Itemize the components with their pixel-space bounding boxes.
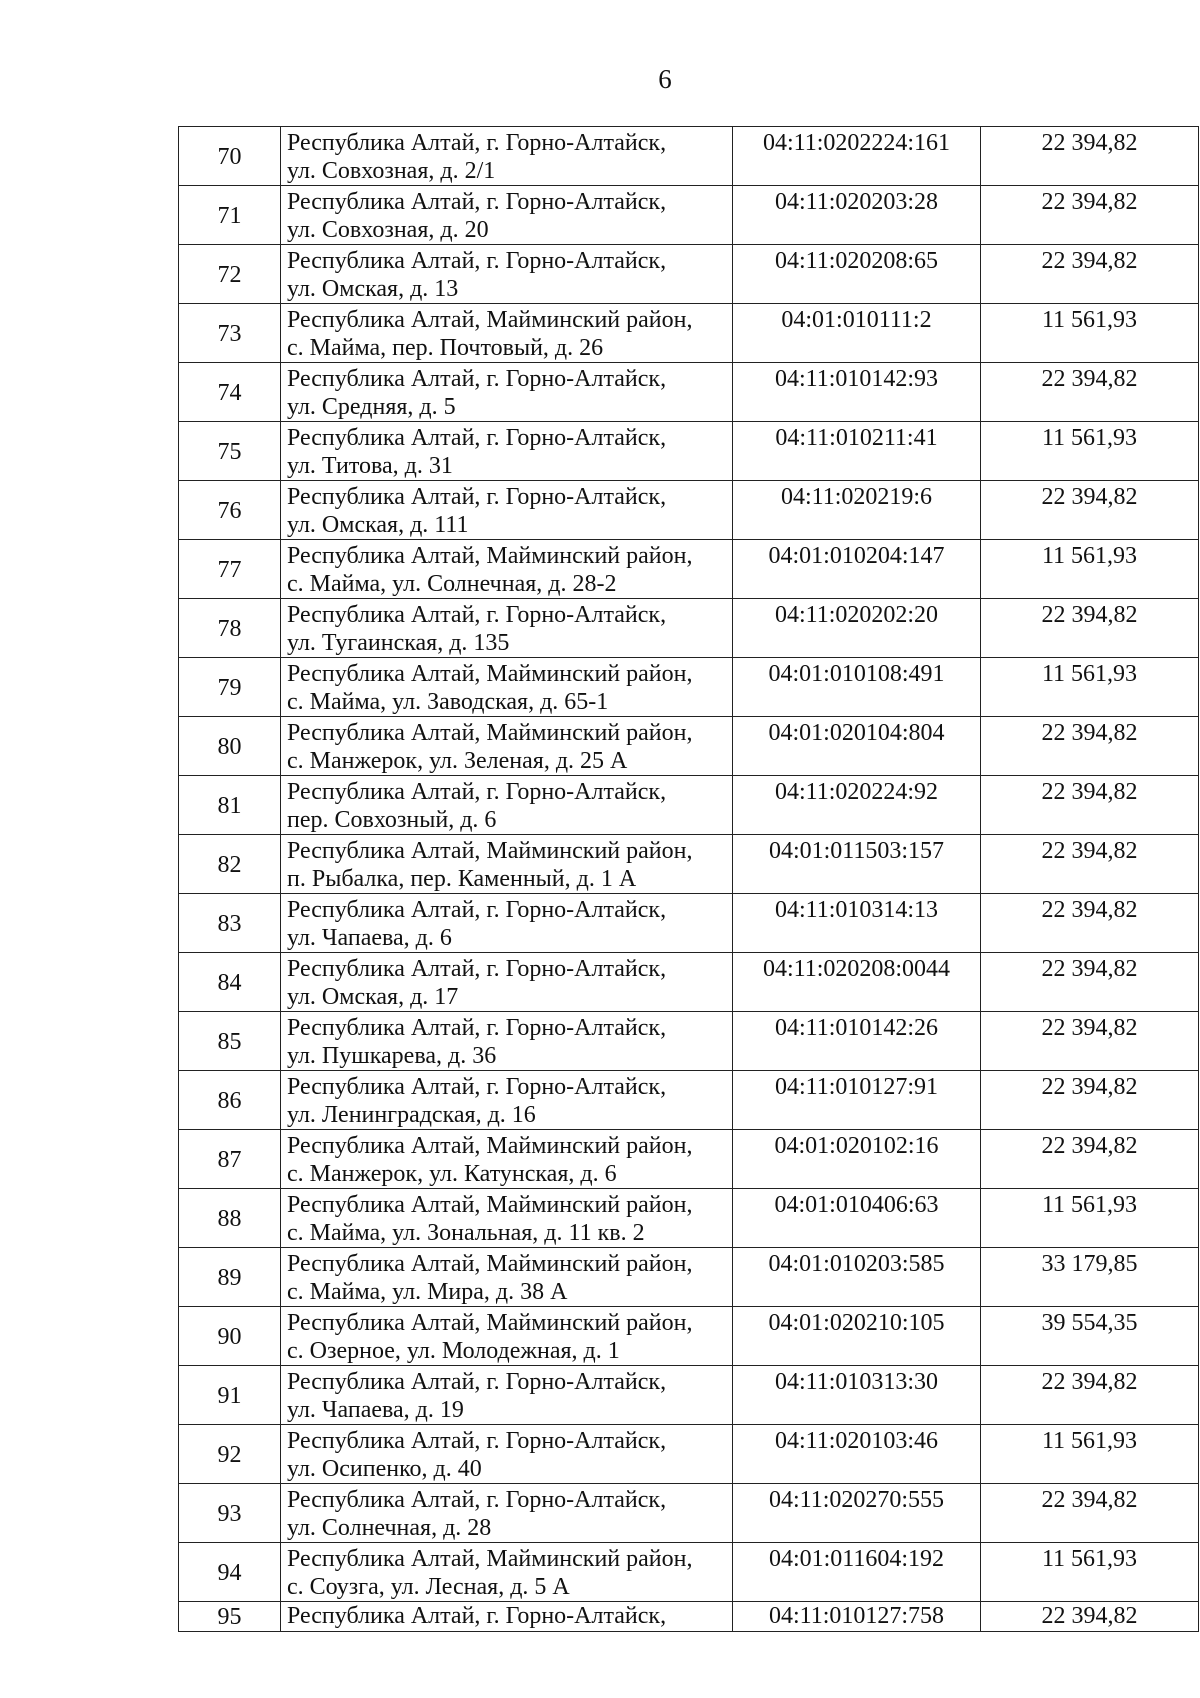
row-number-cell: 71 (179, 186, 281, 245)
address-line-1: Республика Алтай, Майминский район, (287, 1310, 693, 1336)
cadastral-number-cell: 04:11:020203:28 (733, 186, 981, 245)
table-row (179, 717, 1199, 776)
table-row (179, 1189, 1199, 1248)
address-cell (281, 835, 733, 894)
cost-cell: 22 394,82 (981, 1484, 1199, 1543)
address-line-2: ул. Омская, д. 111 (287, 512, 469, 538)
address-line-1: Республика Алтай, г. Горно-Алтайск, (287, 425, 667, 451)
address-line-1: Республика Алтай, г. Горно-Алтайск, (287, 484, 667, 510)
cadastral-number-cell: 04:11:0202224:161 (733, 127, 981, 186)
address-line-1: Республика Алтай, г. Горно-Алтайск, (287, 189, 667, 215)
cadastral-number-cell: 04:01:010203:585 (733, 1248, 981, 1307)
table-row (179, 1366, 1199, 1425)
row-number-cell: 86 (179, 1071, 281, 1130)
address-line-2: ул. Омская, д. 17 (287, 984, 459, 1010)
cadastral-number-cell: 04:11:020224:92 (733, 776, 981, 835)
cost-cell: 22 394,82 (981, 1071, 1199, 1130)
address-line-2: с. Майма, ул. Солнечная, д. 28-2 (287, 571, 617, 597)
cost-cell: 22 394,82 (981, 1130, 1199, 1189)
row-number-cell: 79 (179, 658, 281, 717)
row-number-cell: 80 (179, 717, 281, 776)
cadastral-number-cell: 04:11:010314:13 (733, 894, 981, 953)
registry-table-body (179, 127, 1199, 1632)
cost-cell: 22 394,82 (981, 776, 1199, 835)
row-number-cell: 84 (179, 953, 281, 1012)
address-cell (281, 245, 733, 304)
address-line-1: Республика Алтай, Майминский район, (287, 1546, 693, 1572)
cadastral-number-cell: 04:01:020102:16 (733, 1130, 981, 1189)
table-row (179, 540, 1199, 599)
table-row (179, 658, 1199, 717)
table-row (179, 1071, 1199, 1130)
address-cell (281, 1602, 733, 1632)
cadastral-number-cell: 04:11:020103:46 (733, 1425, 981, 1484)
address-cell (281, 717, 733, 776)
cadastral-number-cell: 04:11:020270:555 (733, 1484, 981, 1543)
address-line-2: ул. Омская, д. 13 (287, 276, 459, 302)
row-number-cell: 78 (179, 599, 281, 658)
address-line-2: ул. Средняя, д. 5 (287, 394, 456, 420)
cost-cell: 22 394,82 (981, 245, 1199, 304)
address-cell (281, 363, 733, 422)
address-line-1: Республика Алтай, г. Горно-Алтайск, (287, 248, 667, 274)
address-line-2: с. Майма, ул. Мира, д. 38 А (287, 1279, 568, 1305)
table-row (179, 245, 1199, 304)
address-cell (281, 1543, 733, 1602)
address-cell (281, 1484, 733, 1543)
cost-cell: 11 561,93 (981, 422, 1199, 481)
row-number-cell: 81 (179, 776, 281, 835)
table-row (179, 422, 1199, 481)
address-cell (281, 540, 733, 599)
address-line-2: ул. Совхозная, д. 2/1 (287, 158, 496, 184)
cost-cell: 22 394,82 (981, 481, 1199, 540)
row-number-cell: 95 (179, 1602, 281, 1632)
address-line-1: Республика Алтай, г. Горно-Алтайск, (287, 1603, 667, 1629)
table-row (179, 186, 1199, 245)
address-line-1: Республика Алтай, г. Горно-Алтайск, (287, 130, 667, 156)
row-number-cell: 77 (179, 540, 281, 599)
address-cell (281, 304, 733, 363)
registry-table (178, 126, 1199, 1632)
address-line-2: с. Соузга, ул. Лесная, д. 5 А (287, 1574, 570, 1600)
table-row (179, 1130, 1199, 1189)
address-line-2: ул. Тугаинская, д. 135 (287, 630, 510, 656)
cost-cell: 11 561,93 (981, 658, 1199, 717)
cadastral-number-cell: 04:01:010406:63 (733, 1189, 981, 1248)
address-line-2: с. Манжерок, ул. Катунская, д. 6 (287, 1161, 617, 1187)
address-cell (281, 599, 733, 658)
address-line-1: Республика Алтай, г. Горно-Алтайск, (287, 1487, 667, 1513)
address-line-2: ул. Солнечная, д. 28 (287, 1515, 492, 1541)
row-number-cell: 85 (179, 1012, 281, 1071)
cost-cell: 22 394,82 (981, 127, 1199, 186)
address-line-1: Республика Алтай, г. Горно-Алтайск, (287, 1015, 667, 1041)
cost-cell: 22 394,82 (981, 1366, 1199, 1425)
row-number-cell: 88 (179, 1189, 281, 1248)
cost-cell: 22 394,82 (981, 599, 1199, 658)
address-line-1: Республика Алтай, Майминский район, (287, 661, 693, 687)
address-cell (281, 894, 733, 953)
row-number-cell: 76 (179, 481, 281, 540)
address-cell (281, 1307, 733, 1366)
address-cell (281, 1366, 733, 1425)
row-number-cell: 91 (179, 1366, 281, 1425)
table-row (179, 127, 1199, 186)
table-row (179, 1602, 1199, 1632)
address-line-2: ул. Чапаева, д. 6 (287, 925, 452, 951)
address-line-2: с. Майма, пер. Почтовый, д. 26 (287, 335, 604, 361)
table-row (179, 481, 1199, 540)
row-number-cell: 93 (179, 1484, 281, 1543)
cadastral-number-cell: 04:01:020104:804 (733, 717, 981, 776)
table-row (179, 304, 1199, 363)
address-cell (281, 481, 733, 540)
address-line-2: с. Майма, ул. Зональная, д. 11 кв. 2 (287, 1220, 645, 1246)
address-line-2: п. Рыбалка, пер. Каменный, д. 1 А (287, 866, 637, 892)
cadastral-number-cell: 04:11:010127:758 (733, 1602, 981, 1632)
address-line-2: ул. Титова, д. 31 (287, 453, 453, 479)
cadastral-number-cell: 04:11:020219:6 (733, 481, 981, 540)
cost-cell: 22 394,82 (981, 363, 1199, 422)
address-line-1: Республика Алтай, Майминский район, (287, 1251, 693, 1277)
cost-cell: 22 394,82 (981, 717, 1199, 776)
address-line-1: Республика Алтай, г. Горно-Алтайск, (287, 1074, 667, 1100)
row-number-cell: 72 (179, 245, 281, 304)
cost-cell: 11 561,93 (981, 304, 1199, 363)
address-cell (281, 1130, 733, 1189)
address-cell (281, 1248, 733, 1307)
table-row (179, 599, 1199, 658)
address-cell (281, 186, 733, 245)
cost-cell: 33 179,85 (981, 1248, 1199, 1307)
address-line-2: пер. Совхозный, д. 6 (287, 807, 497, 833)
address-cell (281, 422, 733, 481)
cost-cell: 11 561,93 (981, 1543, 1199, 1602)
address-line-1: Республика Алтай, г. Горно-Алтайск, (287, 366, 667, 392)
table-row (179, 1543, 1199, 1602)
cost-cell: 22 394,82 (981, 953, 1199, 1012)
cost-cell: 22 394,82 (981, 894, 1199, 953)
table-row (179, 953, 1199, 1012)
address-line-1: Республика Алтай, Майминский район, (287, 307, 693, 333)
cost-cell: 39 554,35 (981, 1307, 1199, 1366)
table-row (179, 363, 1199, 422)
cost-cell: 22 394,82 (981, 835, 1199, 894)
address-line-1: Республика Алтай, г. Горно-Алтайск, (287, 1369, 667, 1395)
address-cell (281, 658, 733, 717)
address-line-1: Республика Алтай, г. Горно-Алтайск, (287, 897, 667, 923)
cost-cell: 22 394,82 (981, 186, 1199, 245)
address-line-2: ул. Чапаева, д. 19 (287, 1397, 464, 1423)
page-number: 6 (658, 64, 672, 94)
table-row (179, 1012, 1199, 1071)
address-line-1: Республика Алтай, г. Горно-Алтайск, (287, 779, 667, 805)
table-row (179, 776, 1199, 835)
table-row (179, 1248, 1199, 1307)
row-number-cell: 87 (179, 1130, 281, 1189)
cost-cell: 22 394,82 (981, 1012, 1199, 1071)
row-number-cell: 92 (179, 1425, 281, 1484)
cadastral-number-cell: 04:01:010204:147 (733, 540, 981, 599)
table-row (179, 1484, 1199, 1543)
cadastral-number-cell: 04:11:020208:0044 (733, 953, 981, 1012)
cadastral-number-cell: 04:11:010127:91 (733, 1071, 981, 1130)
address-cell (281, 1071, 733, 1130)
row-number-cell: 83 (179, 894, 281, 953)
address-cell (281, 953, 733, 1012)
cadastral-number-cell: 04:01:010108:491 (733, 658, 981, 717)
address-line-1: Республика Алтай, г. Горно-Алтайск, (287, 956, 667, 982)
address-line-2: с. Озерное, ул. Молодежная, д. 1 (287, 1338, 620, 1364)
cost-cell: 22 394,82 (981, 1602, 1199, 1632)
row-number-cell: 73 (179, 304, 281, 363)
address-line-1: Республика Алтай, Майминский район, (287, 838, 693, 864)
table-row (179, 1425, 1199, 1484)
address-line-2: ул. Ленинградская, д. 16 (287, 1102, 536, 1128)
row-number-cell: 89 (179, 1248, 281, 1307)
row-number-cell: 74 (179, 363, 281, 422)
address-line-2: ул. Пушкарева, д. 36 (287, 1043, 497, 1069)
address-cell (281, 1189, 733, 1248)
row-number-cell: 75 (179, 422, 281, 481)
address-line-1: Республика Алтай, Майминский район, (287, 1192, 693, 1218)
row-number-cell: 70 (179, 127, 281, 186)
address-line-1: Республика Алтай, Майминский район, (287, 1133, 693, 1159)
address-cell (281, 1425, 733, 1484)
cadastral-number-cell: 04:01:010111:2 (733, 304, 981, 363)
address-line-2: ул. Осипенко, д. 40 (287, 1456, 482, 1482)
address-line-2: с. Майма, ул. Заводская, д. 65-1 (287, 689, 609, 715)
address-cell (281, 776, 733, 835)
cadastral-number-cell: 04:11:010313:30 (733, 1366, 981, 1425)
address-line-1: Республика Алтай, Майминский район, (287, 720, 693, 746)
cadastral-number-cell: 04:01:011503:157 (733, 835, 981, 894)
row-number-cell: 94 (179, 1543, 281, 1602)
cost-cell: 11 561,93 (981, 1425, 1199, 1484)
address-line-2: с. Манжерок, ул. Зеленая, д. 25 А (287, 748, 628, 774)
cadastral-number-cell: 04:11:020208:65 (733, 245, 981, 304)
cost-cell: 11 561,93 (981, 540, 1199, 599)
cadastral-number-cell: 04:11:010211:41 (733, 422, 981, 481)
cadastral-number-cell: 04:11:020202:20 (733, 599, 981, 658)
cadastral-number-cell: 04:01:011604:192 (733, 1543, 981, 1602)
row-number-cell: 90 (179, 1307, 281, 1366)
address-cell (281, 1012, 733, 1071)
cadastral-number-cell: 04:11:010142:93 (733, 363, 981, 422)
table-row (179, 894, 1199, 953)
address-line-1: Республика Алтай, г. Горно-Алтайск, (287, 1428, 667, 1454)
cadastral-number-cell: 04:01:020210:105 (733, 1307, 981, 1366)
cost-cell: 11 561,93 (981, 1189, 1199, 1248)
address-cell (281, 127, 733, 186)
address-line-1: Республика Алтай, г. Горно-Алтайск, (287, 602, 667, 628)
table-row (179, 835, 1199, 894)
row-number-cell: 82 (179, 835, 281, 894)
address-line-1: Республика Алтай, Майминский район, (287, 543, 693, 569)
table-row (179, 1307, 1199, 1366)
address-line-2: ул. Совхозная, д. 20 (287, 217, 489, 243)
cadastral-number-cell: 04:11:010142:26 (733, 1012, 981, 1071)
